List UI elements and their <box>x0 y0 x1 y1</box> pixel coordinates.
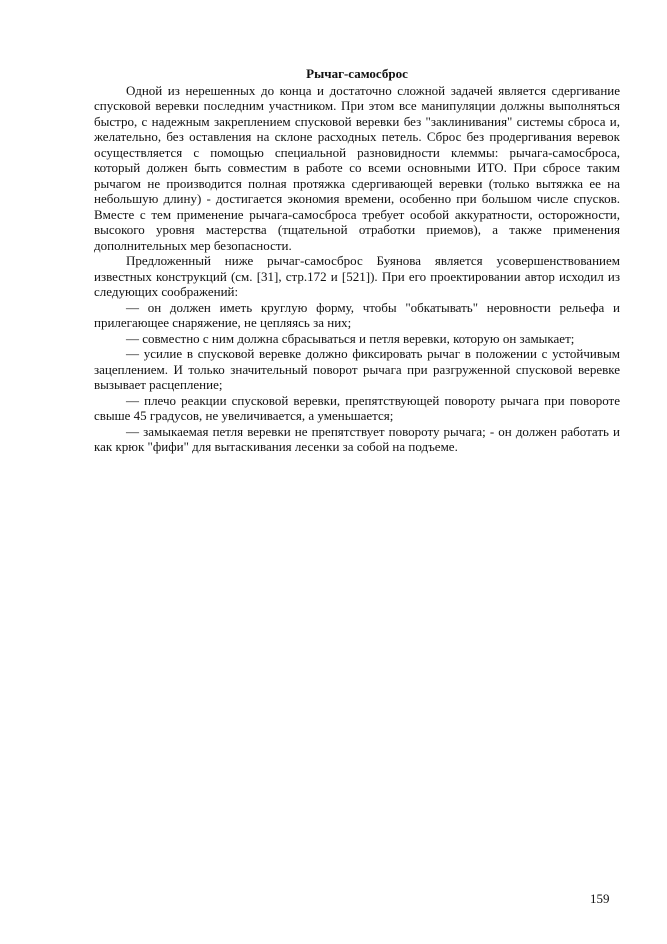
paragraph-intro: Одной из нерешенных до конца и достаточно сложной задачей является сдергивание спусковой веревки последним участником. При этом все манипуляции должны выполняться быстро, с надежным закреплением спусковой веревки без "заклинивания" системы сброса и, желательно, без оставления на склоне расходных петель. Сброс без продергивания веревок осуществляется с помощью специальной разновидности клеммы: рычага-самосброса, который должен быть совместим в работе со всеми основными ИТО. При сбросе таким рычагом не производится полная протяжка сдергивающей веревки (только вытяжка ее на небольшую длину) - достигается экономия времени, особенно при большом числе спусков. Вместе с тем применение рычага-самосброса требует особой аккуратности, осторожности, высокого уровня мастерства (тщательной отработки приемов), а также применения дополнительных мер безопасности. <box>94 82 620 253</box>
page-number: 159 <box>590 891 610 906</box>
section-title: Рычаг-самосброс <box>306 66 408 81</box>
requirement-force-fixation: — усилие в спусковой веревке должно фиксировать рычаг в положении с устойчивым зацеплением. И только значительный поворот рычага при разгруженной спусковой веревке вызывает расцепление; <box>94 346 620 392</box>
requirement-loop-release: — совместно с ним должна сбрасываться и петля веревки, которую он замыкает; <box>126 330 575 346</box>
requirement-fifi-hook: — замыкаемая петля веревки не препятствует повороту рычага; - он должен работать и как крюк "фифи" для вытаскивания лесенки за собой на подъеме. <box>94 423 620 454</box>
requirement-round-shape: — он должен иметь круглую форму, чтобы "обкатывать" неровности рельефа и прилегающее снаряжение, не цепляясь за них; <box>94 299 620 330</box>
document-body <box>94 66 620 455</box>
requirement-reaction-arm: — плечо реакции спусковой веревки, препятствующей повороту рычага при повороте свыше 45 градусов, не увеличивается, а уменьшается; <box>94 392 620 423</box>
paragraph-proposal: Предложенный ниже рычаг-самосброс Буянова является усовершенствованием известных конструкций (см. [31], стр.172 и [521]). При его проектировании автор исходил из следующих соображений: <box>94 253 620 299</box>
